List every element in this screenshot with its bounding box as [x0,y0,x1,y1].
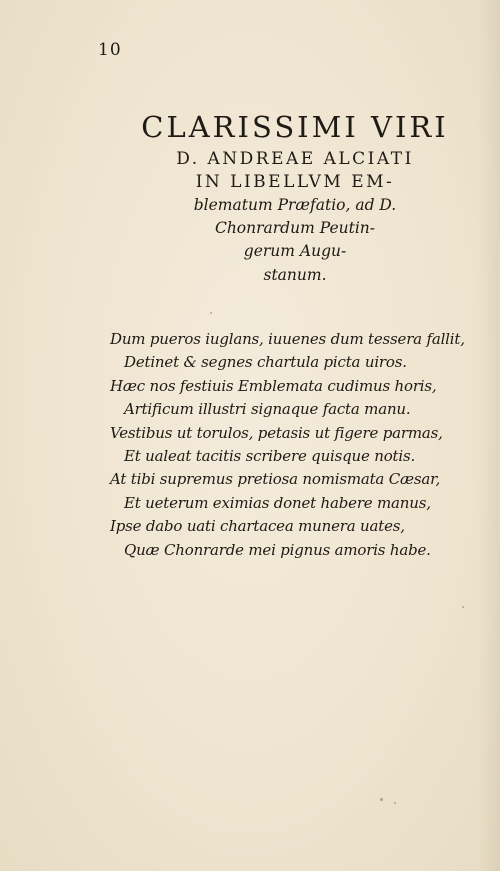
heading-line-3: IN LIBELLVM EM- [195,172,395,192]
verse-line: Hæc nos festiuis Emblemata cudimus horis, [110,376,437,395]
paper-spot [210,312,212,314]
page-edge-shadow [478,0,500,871]
verse-line: Detinet & segnes chartula picta uiros. [124,353,407,372]
paper-spot [462,606,464,608]
heading-line-6: gerum Augu- [243,242,347,260]
verse-line: Ipse dabo uati chartacea munera uates, [110,517,405,536]
page-number: 10 [98,40,122,60]
heading-line-5: Chonrardum Peutin- [214,219,376,237]
paper-spot [394,802,396,804]
verse-line: Et ueterum eximias donet habere manus, [124,493,431,512]
heading-line-1: CLARISSIMI VIRI [141,110,449,144]
heading-line-4: blematum Præfatio, ad D. [193,196,397,214]
verse-line: Vestibus ut torulos, petasis ut figere parmas, [110,423,443,442]
verse-line: Artificum illustri signaque facta manu. [124,400,411,419]
verse-line: Quæ Chonrarde mei pignus amoris habe. [124,540,431,559]
verse-line: Dum pueros iuglans, iuuenes dum tessera fallit, [110,330,465,348]
heading-line-7: stanum. [263,266,327,284]
heading-line-2: D. ANDREAE ALCIATI [176,149,414,169]
verse-block [110,328,470,562]
verse-line: At tibi supremus pretiosa nomismata Cæsar, [110,470,441,489]
paper-spot [380,798,383,801]
verse-line: Et ualeat tacitis scribere quisque notis. [124,446,416,465]
